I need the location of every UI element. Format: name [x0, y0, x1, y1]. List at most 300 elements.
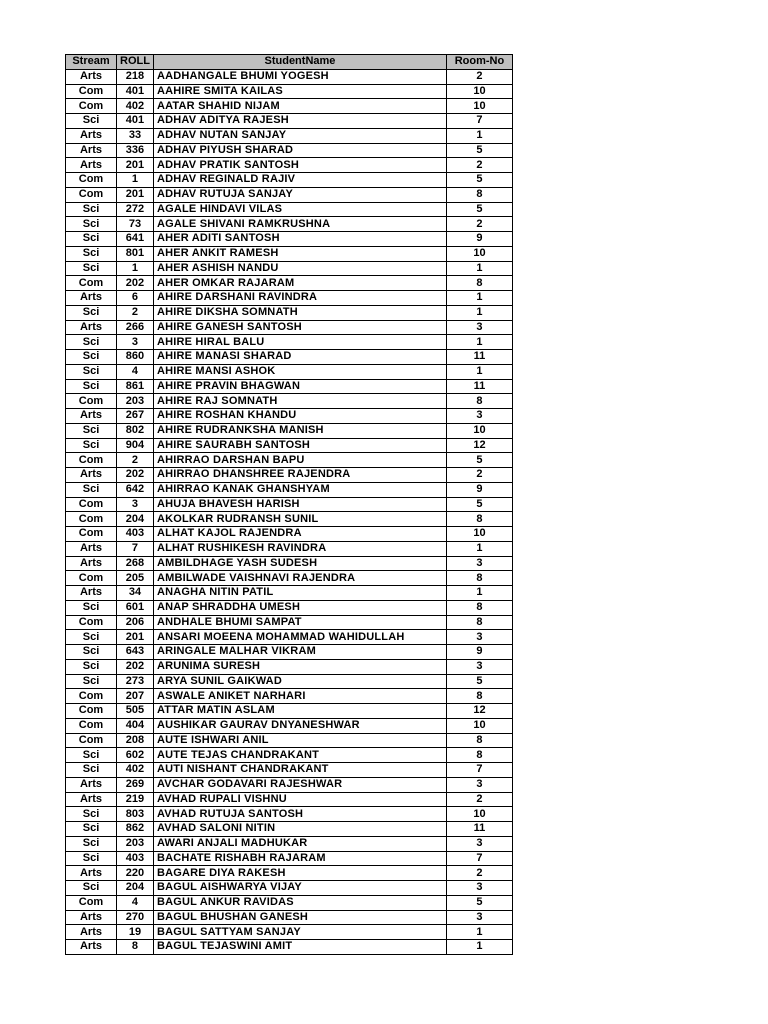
cell-student-name: AHUJA BHAVESH HARISH [153, 497, 446, 512]
cell-roll: 860 [117, 350, 154, 365]
table-row [66, 527, 513, 542]
table-row [66, 128, 513, 143]
cell-roll: 1 [117, 261, 154, 276]
cell-stream: Com [66, 453, 117, 468]
cell-roll: 202 [117, 276, 154, 291]
cell-student-name: ADHAV ADITYA RAJESH [153, 114, 446, 129]
cell-student-name: BAGUL BHUSHAN GANESH [153, 910, 446, 925]
cell-room-no: 1 [446, 128, 512, 143]
cell-stream: Sci [66, 379, 117, 394]
cell-stream: Arts [66, 910, 117, 925]
cell-stream: Arts [66, 143, 117, 158]
cell-student-name: ASWALE ANIKET NARHARI [153, 689, 446, 704]
cell-roll: 203 [117, 836, 154, 851]
cell-roll: 268 [117, 556, 154, 571]
table-row [66, 217, 513, 232]
cell-room-no: 5 [446, 895, 512, 910]
cell-room-no: 10 [446, 246, 512, 261]
cell-room-no: 1 [446, 364, 512, 379]
table-row [66, 733, 513, 748]
cell-room-no: 1 [446, 305, 512, 320]
cell-student-name: AATAR SHAHID NIJAM [153, 99, 446, 114]
student-room-table [65, 54, 513, 955]
table-row [66, 600, 513, 615]
cell-roll: 4 [117, 364, 154, 379]
table-row [66, 350, 513, 365]
cell-student-name: BAGUL ANKUR RAVIDAS [153, 895, 446, 910]
cell-room-no: 2 [446, 217, 512, 232]
cell-roll: 801 [117, 246, 154, 261]
cell-roll: 201 [117, 158, 154, 173]
cell-stream: Arts [66, 69, 117, 84]
cell-room-no: 9 [446, 645, 512, 660]
cell-roll: 272 [117, 202, 154, 217]
cell-roll: 207 [117, 689, 154, 704]
cell-room-no: 1 [446, 925, 512, 940]
cell-stream: Com [66, 571, 117, 586]
cell-room-no: 11 [446, 350, 512, 365]
table-row [66, 84, 513, 99]
cell-room-no: 8 [446, 748, 512, 763]
cell-student-name: ARUNIMA SURESH [153, 659, 446, 674]
cell-room-no: 3 [446, 320, 512, 335]
cell-roll: 904 [117, 438, 154, 453]
cell-room-no: 1 [446, 940, 512, 955]
table-row [66, 482, 513, 497]
cell-room-no: 3 [446, 881, 512, 896]
table-row [66, 468, 513, 483]
cell-room-no: 3 [446, 910, 512, 925]
header-student-name: StudentName [153, 55, 446, 70]
cell-student-name: ANDHALE BHUMI SAMPAT [153, 615, 446, 630]
cell-student-name: AMBILWADE VAISHNAVI RAJENDRA [153, 571, 446, 586]
table-header [66, 55, 513, 70]
cell-room-no: 9 [446, 232, 512, 247]
cell-roll: 1 [117, 173, 154, 188]
cell-stream: Sci [66, 836, 117, 851]
cell-stream: Arts [66, 866, 117, 881]
table-row [66, 807, 513, 822]
table-row [66, 586, 513, 601]
cell-stream: Sci [66, 350, 117, 365]
table-row [66, 689, 513, 704]
cell-stream: Sci [66, 202, 117, 217]
cell-room-no: 10 [446, 718, 512, 733]
cell-stream: Sci [66, 748, 117, 763]
cell-roll: 34 [117, 586, 154, 601]
table-row [66, 187, 513, 202]
cell-room-no: 5 [446, 173, 512, 188]
cell-stream: Sci [66, 674, 117, 689]
table-row [66, 291, 513, 306]
table-row [66, 792, 513, 807]
cell-roll: 403 [117, 851, 154, 866]
table-row [66, 173, 513, 188]
cell-student-name: AAHIRE SMITA KAILAS [153, 84, 446, 99]
cell-room-no: 12 [446, 438, 512, 453]
cell-roll: 205 [117, 571, 154, 586]
cell-room-no: 2 [446, 468, 512, 483]
cell-roll: 266 [117, 320, 154, 335]
cell-student-name: AVHAD RUTUJA SANTOSH [153, 807, 446, 822]
cell-student-name: AHIRE RAJ SOMNATH [153, 394, 446, 409]
cell-room-no: 3 [446, 409, 512, 424]
cell-room-no: 7 [446, 763, 512, 778]
cell-room-no: 1 [446, 586, 512, 601]
cell-roll: 220 [117, 866, 154, 881]
table-row [66, 571, 513, 586]
cell-roll: 201 [117, 187, 154, 202]
cell-student-name: AUTI NISHANT CHANDRAKANT [153, 763, 446, 778]
cell-stream: Arts [66, 158, 117, 173]
cell-stream: Sci [66, 600, 117, 615]
cell-roll: 273 [117, 674, 154, 689]
cell-roll: 401 [117, 114, 154, 129]
cell-student-name: AHIRE SAURABH SANTOSH [153, 438, 446, 453]
cell-room-no: 10 [446, 807, 512, 822]
cell-stream: Arts [66, 320, 117, 335]
cell-student-name: AHIRE GANESH SANTOSH [153, 320, 446, 335]
table-row [66, 910, 513, 925]
cell-roll: 202 [117, 659, 154, 674]
cell-stream: Com [66, 173, 117, 188]
cell-student-name: ATTAR MATIN ASLAM [153, 704, 446, 719]
table-row [66, 99, 513, 114]
cell-stream: Sci [66, 335, 117, 350]
cell-stream: Com [66, 99, 117, 114]
cell-roll: 204 [117, 512, 154, 527]
cell-room-no: 11 [446, 822, 512, 837]
table-row [66, 556, 513, 571]
cell-student-name: ARINGALE MALHAR VIKRAM [153, 645, 446, 660]
header-row [66, 55, 513, 70]
cell-student-name: AHIRRAO KANAK GHANSHYAM [153, 482, 446, 497]
cell-student-name: BAGUL TEJASWINI AMIT [153, 940, 446, 955]
cell-student-name: ALHAT KAJOL RAJENDRA [153, 527, 446, 542]
cell-roll: 19 [117, 925, 154, 940]
cell-student-name: AHIRE MANASI SHARAD [153, 350, 446, 365]
cell-roll: 73 [117, 217, 154, 232]
table-row [66, 940, 513, 955]
table-row [66, 866, 513, 881]
cell-roll: 3 [117, 497, 154, 512]
cell-room-no: 1 [446, 261, 512, 276]
cell-room-no: 1 [446, 291, 512, 306]
table-row [66, 851, 513, 866]
cell-student-name: AHER ASHISH NANDU [153, 261, 446, 276]
cell-stream: Sci [66, 364, 117, 379]
cell-roll: 403 [117, 527, 154, 542]
cell-student-name: AVCHAR GODAVARI RAJESHWAR [153, 777, 446, 792]
cell-roll: 201 [117, 630, 154, 645]
cell-room-no: 10 [446, 84, 512, 99]
cell-stream: Sci [66, 763, 117, 778]
cell-student-name: AHER OMKAR RAJARAM [153, 276, 446, 291]
cell-room-no: 5 [446, 202, 512, 217]
cell-room-no: 3 [446, 630, 512, 645]
cell-roll: 602 [117, 748, 154, 763]
cell-roll: 505 [117, 704, 154, 719]
cell-roll: 218 [117, 69, 154, 84]
cell-student-name: AHER ANKIT RAMESH [153, 246, 446, 261]
table-row [66, 822, 513, 837]
cell-roll: 861 [117, 379, 154, 394]
cell-room-no: 5 [446, 453, 512, 468]
cell-student-name: ADHAV REGINALD RAJIV [153, 173, 446, 188]
cell-student-name: ALHAT RUSHIKESH RAVINDRA [153, 541, 446, 556]
cell-student-name: ANAP SHRADDHA UMESH [153, 600, 446, 615]
cell-stream: Sci [66, 482, 117, 497]
cell-stream: Com [66, 497, 117, 512]
table-row [66, 674, 513, 689]
cell-roll: 803 [117, 807, 154, 822]
header-roll: ROLL [117, 55, 154, 70]
cell-roll: 3 [117, 335, 154, 350]
table-row [66, 246, 513, 261]
cell-roll: 802 [117, 423, 154, 438]
cell-student-name: AWARI ANJALI MADHUKAR [153, 836, 446, 851]
table-row [66, 836, 513, 851]
cell-stream: Arts [66, 291, 117, 306]
cell-roll: 7 [117, 541, 154, 556]
table-row [66, 232, 513, 247]
cell-room-no: 10 [446, 99, 512, 114]
cell-room-no: 1 [446, 541, 512, 556]
cell-stream: Sci [66, 881, 117, 896]
cell-student-name: ANAGHA NITIN PATIL [153, 586, 446, 601]
table-row [66, 881, 513, 896]
cell-stream: Arts [66, 940, 117, 955]
table-row [66, 409, 513, 424]
table-row [66, 69, 513, 84]
cell-student-name: AVHAD SALONI NITIN [153, 822, 446, 837]
cell-roll: 33 [117, 128, 154, 143]
cell-room-no: 8 [446, 733, 512, 748]
cell-stream: Com [66, 84, 117, 99]
cell-stream: Com [66, 704, 117, 719]
cell-room-no: 2 [446, 792, 512, 807]
header-room-no: Room-No [446, 55, 512, 70]
cell-room-no: 8 [446, 571, 512, 586]
cell-stream: Com [66, 615, 117, 630]
cell-student-name: AVHAD RUPALI VISHNU [153, 792, 446, 807]
cell-roll: 4 [117, 895, 154, 910]
cell-roll: 404 [117, 718, 154, 733]
cell-room-no: 1 [446, 335, 512, 350]
cell-student-name: AUSHIKAR GAURAV DNYANESHWAR [153, 718, 446, 733]
cell-roll: 336 [117, 143, 154, 158]
cell-stream: Arts [66, 128, 117, 143]
cell-roll: 601 [117, 600, 154, 615]
cell-roll: 219 [117, 792, 154, 807]
cell-stream: Sci [66, 246, 117, 261]
cell-room-no: 8 [446, 600, 512, 615]
table-row [66, 704, 513, 719]
cell-room-no: 10 [446, 527, 512, 542]
cell-room-no: 3 [446, 659, 512, 674]
table-body [66, 69, 513, 954]
cell-stream: Sci [66, 232, 117, 247]
cell-stream: Com [66, 187, 117, 202]
table-row [66, 748, 513, 763]
table-row [66, 335, 513, 350]
cell-stream: Arts [66, 556, 117, 571]
table-row [66, 261, 513, 276]
cell-stream: Sci [66, 659, 117, 674]
cell-student-name: AADHANGALE BHUMI YOGESH [153, 69, 446, 84]
cell-room-no: 7 [446, 851, 512, 866]
cell-stream: Com [66, 718, 117, 733]
cell-stream: Com [66, 689, 117, 704]
cell-student-name: AHIRE PRAVIN BHAGWAN [153, 379, 446, 394]
cell-student-name: AUTE TEJAS CHANDRAKANT [153, 748, 446, 763]
table-row [66, 423, 513, 438]
table-row [66, 512, 513, 527]
cell-student-name: ADHAV RUTUJA SANJAY [153, 187, 446, 202]
table-row [66, 895, 513, 910]
cell-room-no: 8 [446, 276, 512, 291]
cell-student-name: BAGUL SATTYAM SANJAY [153, 925, 446, 940]
cell-room-no: 2 [446, 866, 512, 881]
cell-student-name: ADHAV PIYUSH SHARAD [153, 143, 446, 158]
cell-stream: Com [66, 527, 117, 542]
cell-room-no: 8 [446, 187, 512, 202]
cell-room-no: 3 [446, 556, 512, 571]
cell-roll: 2 [117, 305, 154, 320]
cell-student-name: BAGARE DIYA RAKESH [153, 866, 446, 881]
cell-roll: 402 [117, 763, 154, 778]
cell-roll: 401 [117, 84, 154, 99]
table-row [66, 615, 513, 630]
table-row [66, 925, 513, 940]
cell-stream: Sci [66, 851, 117, 866]
table-row [66, 143, 513, 158]
cell-stream: Sci [66, 645, 117, 660]
cell-student-name: AHIRE RUDRANKSHA MANISH [153, 423, 446, 438]
table-row [66, 320, 513, 335]
cell-stream: Arts [66, 777, 117, 792]
cell-roll: 203 [117, 394, 154, 409]
cell-room-no: 8 [446, 512, 512, 527]
table-row [66, 718, 513, 733]
cell-roll: 8 [117, 940, 154, 955]
table-row [66, 379, 513, 394]
cell-student-name: AGALE SHIVANI RAMKRUSHNA [153, 217, 446, 232]
cell-student-name: AHIRE DIKSHA SOMNATH [153, 305, 446, 320]
cell-roll: 2 [117, 453, 154, 468]
table-row [66, 114, 513, 129]
cell-stream: Sci [66, 438, 117, 453]
cell-student-name: AHIRE ROSHAN KHANDU [153, 409, 446, 424]
cell-stream: Com [66, 733, 117, 748]
table-row [66, 541, 513, 556]
cell-stream: Arts [66, 792, 117, 807]
cell-room-no: 5 [446, 674, 512, 689]
cell-stream: Sci [66, 305, 117, 320]
cell-room-no: 7 [446, 114, 512, 129]
cell-student-name: AMBILDHAGE YASH SUDESH [153, 556, 446, 571]
cell-student-name: AHIRE DARSHANI RAVINDRA [153, 291, 446, 306]
cell-student-name: ADHAV PRATIK SANTOSH [153, 158, 446, 173]
cell-room-no: 8 [446, 394, 512, 409]
table-row [66, 276, 513, 291]
cell-room-no: 12 [446, 704, 512, 719]
cell-roll: 208 [117, 733, 154, 748]
table-row [66, 645, 513, 660]
table-row [66, 394, 513, 409]
cell-student-name: ADHAV NUTAN SANJAY [153, 128, 446, 143]
cell-room-no: 9 [446, 482, 512, 497]
cell-room-no: 2 [446, 158, 512, 173]
cell-stream: Com [66, 276, 117, 291]
cell-student-name: AUTE ISHWARI ANIL [153, 733, 446, 748]
cell-room-no: 2 [446, 69, 512, 84]
cell-student-name: AHIRE MANSI ASHOK [153, 364, 446, 379]
cell-student-name: AHIRE HIRAL BALU [153, 335, 446, 350]
cell-student-name: AKOLKAR RUDRANSH SUNIL [153, 512, 446, 527]
cell-roll: 270 [117, 910, 154, 925]
cell-student-name: BAGUL AISHWARYA VIJAY [153, 881, 446, 896]
header-stream: Stream [66, 55, 117, 70]
cell-stream: Arts [66, 586, 117, 601]
table-row [66, 438, 513, 453]
table-row [66, 453, 513, 468]
cell-roll: 641 [117, 232, 154, 247]
cell-roll: 642 [117, 482, 154, 497]
cell-stream: Sci [66, 217, 117, 232]
cell-roll: 267 [117, 409, 154, 424]
cell-roll: 269 [117, 777, 154, 792]
cell-room-no: 3 [446, 836, 512, 851]
cell-stream: Com [66, 394, 117, 409]
table-row [66, 158, 513, 173]
cell-roll: 862 [117, 822, 154, 837]
cell-stream: Arts [66, 541, 117, 556]
cell-roll: 6 [117, 291, 154, 306]
table-row [66, 497, 513, 512]
cell-stream: Com [66, 512, 117, 527]
table-row [66, 777, 513, 792]
cell-room-no: 11 [446, 379, 512, 394]
table-row [66, 763, 513, 778]
cell-stream: Sci [66, 261, 117, 276]
cell-roll: 643 [117, 645, 154, 660]
cell-student-name: AHIRRAO DARSHAN BAPU [153, 453, 446, 468]
cell-stream: Sci [66, 423, 117, 438]
cell-roll: 202 [117, 468, 154, 483]
cell-roll: 402 [117, 99, 154, 114]
cell-room-no: 10 [446, 423, 512, 438]
cell-stream: Com [66, 895, 117, 910]
cell-room-no: 5 [446, 497, 512, 512]
cell-stream: Arts [66, 409, 117, 424]
cell-stream: Sci [66, 630, 117, 645]
cell-stream: Arts [66, 468, 117, 483]
table-row [66, 630, 513, 645]
table-row [66, 305, 513, 320]
table-row [66, 364, 513, 379]
cell-stream: Sci [66, 807, 117, 822]
cell-stream: Sci [66, 114, 117, 129]
cell-student-name: AGALE HINDAVI VILAS [153, 202, 446, 217]
cell-room-no: 5 [446, 143, 512, 158]
cell-student-name: ARYA SUNIL GAIKWAD [153, 674, 446, 689]
cell-roll: 206 [117, 615, 154, 630]
cell-room-no: 3 [446, 777, 512, 792]
cell-student-name: ANSARI MOEENA MOHAMMAD WAHIDULLAH [153, 630, 446, 645]
cell-room-no: 8 [446, 615, 512, 630]
cell-room-no: 8 [446, 689, 512, 704]
